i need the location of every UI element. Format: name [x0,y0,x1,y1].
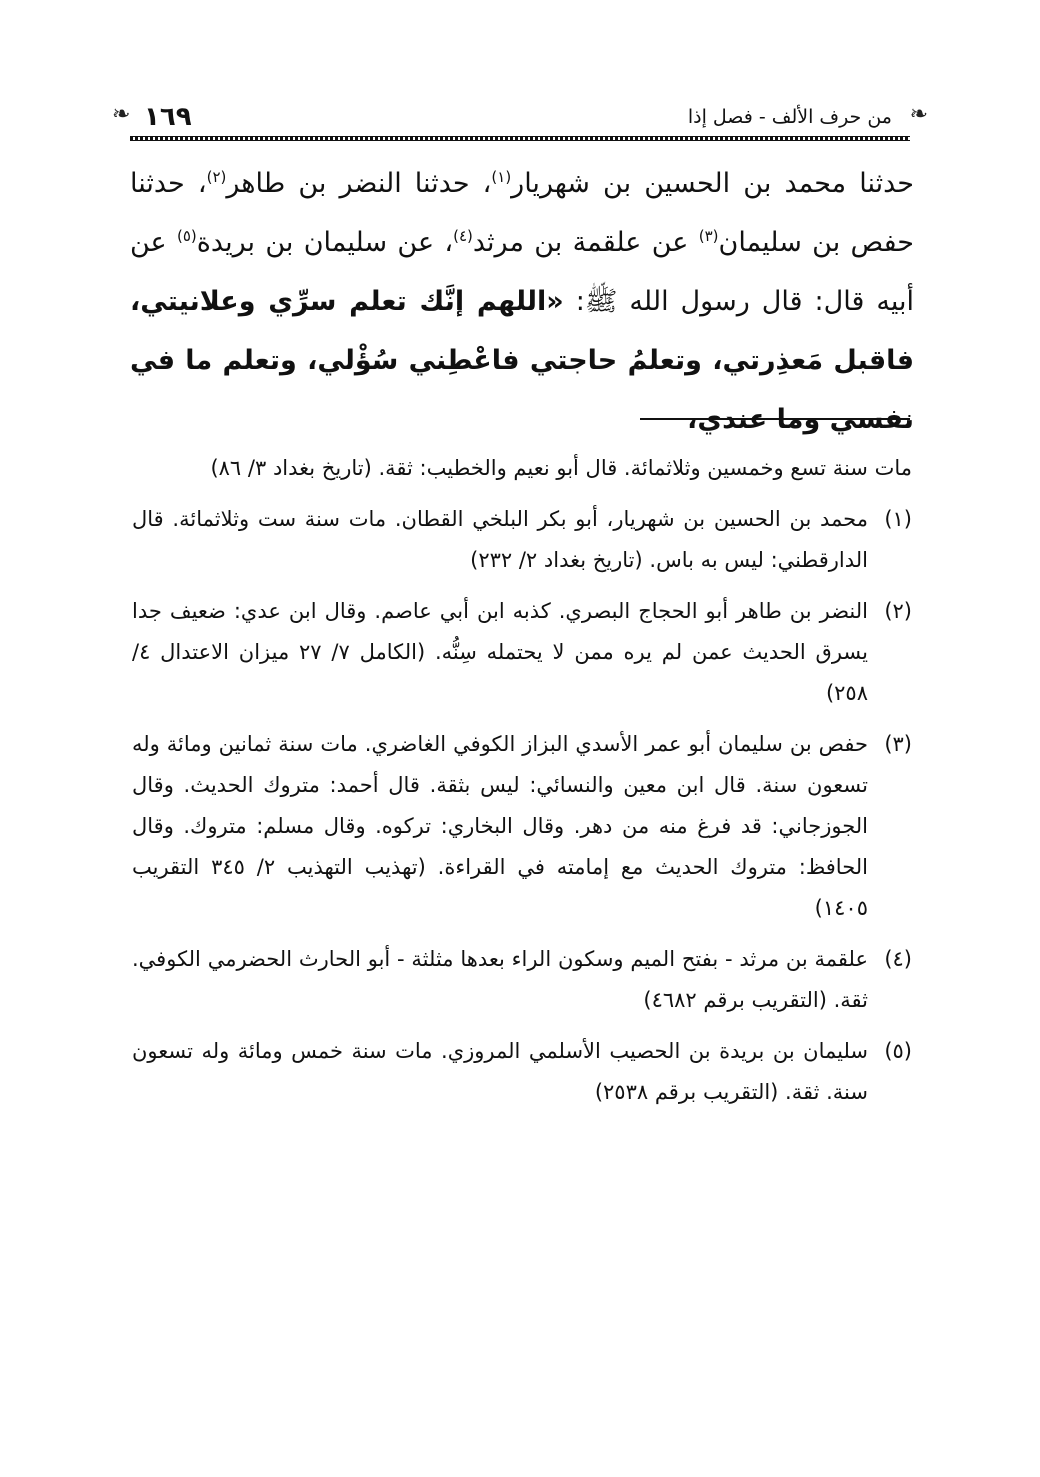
text-segment: عن أبيه قال: قال رسول الله ﷺ: [130,227,914,317]
footnotes [132,448,912,1113]
footnote-ref-2[interactable]: (٢) [206,168,227,186]
footnote-2 [132,591,912,714]
text-segment: ، حدثنا حفص بن سليمان [130,168,914,258]
footnote-ref-1[interactable]: (١) [491,168,512,186]
footnote-1 [132,499,912,581]
text-segment: عن علقمة بن مرثد [472,227,699,258]
page-header [112,100,928,144]
footnote-ref-3[interactable]: (٣) [698,227,719,245]
header-rule [130,136,910,141]
hadith-text: «اللهم إنَّك تعلم سرِّي وعلانيتي، فاقبل مَعذِرتي، وتعلمُ حاجتي فاعْطِني سُؤْلي، وتعلم ما في نفسي وما عندي، [130,286,914,435]
footnote-continued: مات سنة تسع وخمسين وثلاثمائة. قال أبو نعيم والخطيب: ثقة. (تاريخ بغداد ٣/ ٨٦) [210,456,912,480]
footnote-number: (١) [884,507,912,531]
footnote-5 [132,1031,912,1113]
footnote-4 [132,939,912,1021]
footnote-number: (٤) [884,947,912,971]
page-number: ١٦٩ [144,102,192,132]
footnote-text: سليمان بن بريدة بن الحصيب الأسلمي المروزي. مات سنة خمس ومائة وله تسعون سنة. ثقة. (التقريب برقم ٢٥٣٨) [132,1039,868,1104]
footnote-separator [640,418,910,420]
footnote-number: (٢) [884,599,912,623]
main-paragraph [130,154,914,449]
footnote-ref-5[interactable]: (٥) [176,227,197,245]
text-segment: حدثنا محمد بن الحسين بن شهريار [511,168,914,199]
footnote-ref-4[interactable]: (٤) [453,227,473,245]
footnote-number: (٣) [884,732,912,756]
main-text [130,154,914,449]
footnote-text: النضر بن طاهر أبو الحجاج البصري. كذبه ابن أبي عاصم. وقال ابن عدي: ضعيف جدا يسرق الحديث عمن لم يره ممن لا يحتمله سِنُّه. (الكامل ٧/ ٢٧ ميزان الاعتدال ٤/ ٢٥٨) [132,599,868,705]
text-segment: ، حدثنا النضر بن طاهر [226,168,492,199]
footnote-text: علقمة بن مرثد - بفتح الميم وسكون الراء بعدها مثلثة - أبو الحارث الحضرمي الكوفي. ثقة. (التقريب برقم ٤٦٨٢) [132,947,868,1012]
footnote-text: حفص بن سليمان أبو عمر الأسدي البزاز الكوفي الغاضري. مات سنة ثمانين ومائة وله تسعون سنة. قال ابن معين والنسائي: ليس بثقة. قال أحمد: متروك الحديث. وقال الجوزجاني: قد فرغ منه من دهر. وقال البخاري: تركوه. وقال مسلم: متروك. وقال الحافظ: متروك الحديث مع إمامته في القراءة. (تهذيب التهذيب ٢/ ٣٤٥ التقريب ١٤٠٥) [132,732,868,920]
footnote-3 [132,724,912,929]
ornament-left-icon: ❧ [112,102,131,127]
ornament-right-icon: ❧ [909,102,928,127]
running-title: من حرف الألف - فصل إذا [687,106,892,128]
text-segment: ، عن سليمان بن بريدة [196,227,454,258]
footnote-text: محمد بن الحسين بن شهريار، أبو بكر البلخي القطان. مات سنة ست وثلاثمائة. قال الدارقطني: ليس به باس. (تاريخ بغداد ٢/ ٢٣٢) [132,507,868,572]
footnote-number: (٥) [884,1039,912,1063]
